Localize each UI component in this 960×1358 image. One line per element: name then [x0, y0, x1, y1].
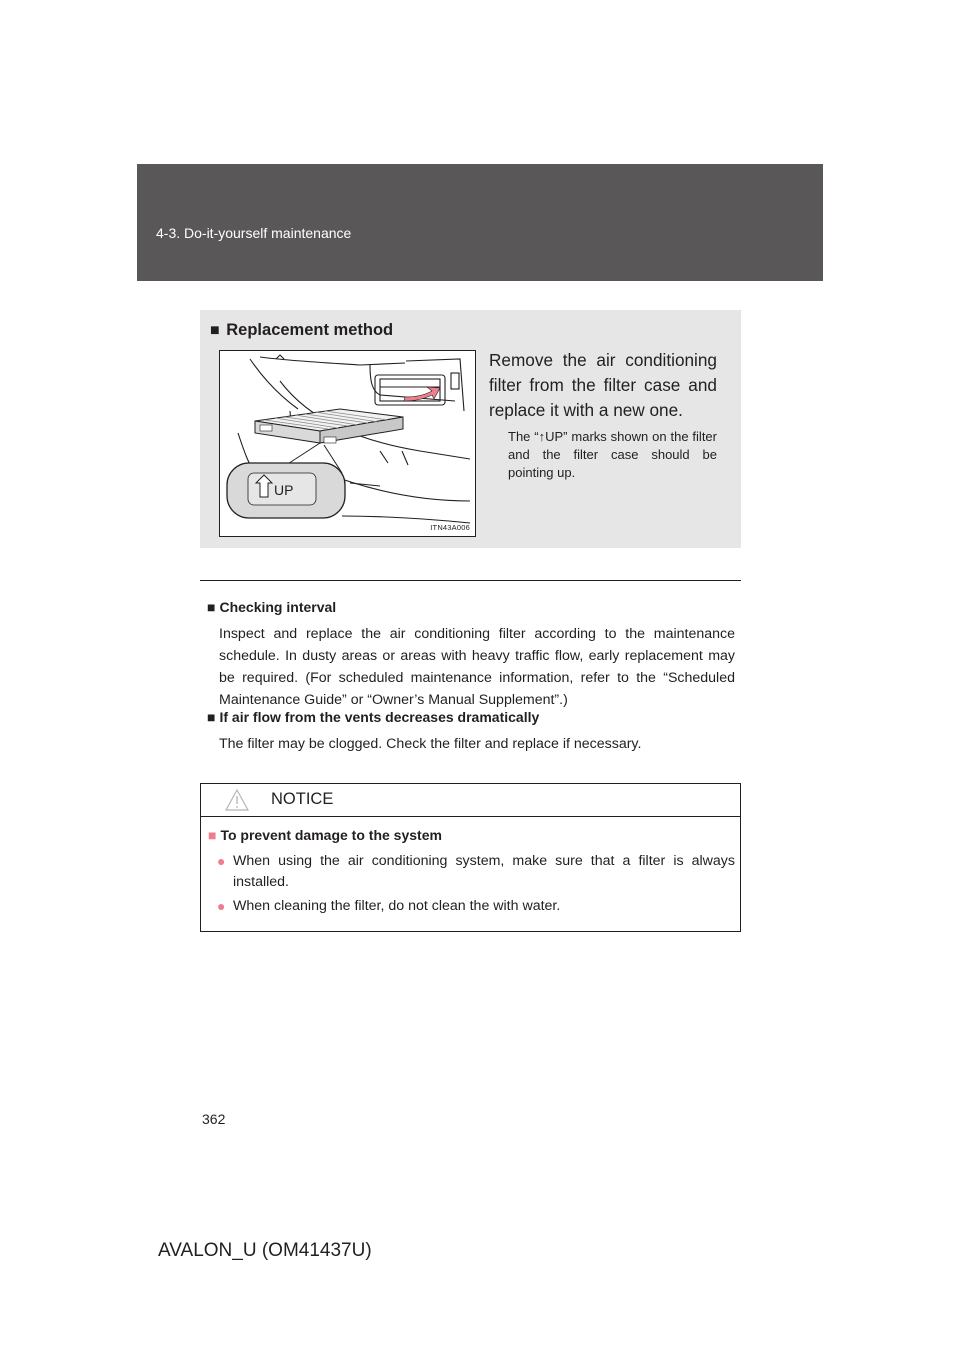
warning-triangle-icon — [224, 788, 250, 812]
filter-case-drawing — [220, 351, 475, 536]
up-mark-label: UP — [274, 482, 294, 498]
circle-bullet-icon: ● — [217, 898, 226, 914]
filter-replacement-illustration — [219, 350, 476, 537]
notice-bullet-text: When using the air conditioning system, make sure that a filter is always installed. — [233, 853, 735, 890]
figure-code: ITN43A006 — [430, 523, 470, 532]
replacement-instruction: Remove the air conditioning filter from the filter case and replace it with a new one. — [489, 350, 717, 420]
circle-bullet-icon: ● — [217, 853, 226, 869]
replacement-heading — [210, 321, 393, 340]
section-header-band — [137, 164, 823, 281]
notice-bullet — [217, 896, 735, 917]
square-bullet-icon: ■ — [208, 827, 217, 843]
square-bullet-icon: ■ — [207, 709, 216, 725]
notice-bullet-text: When cleaning the filter, do not clean the with water. — [233, 898, 561, 914]
checking-interval-heading-text: Checking interval — [219, 599, 337, 615]
air-flow-heading — [207, 709, 539, 725]
document-code: AVALON_U (OM41437U) — [158, 1240, 372, 1261]
notice-box — [200, 783, 741, 932]
notice-title: NOTICE — [271, 790, 334, 808]
up-mark-note: The “↑UP” marks shown on the filter and the filter case should be pointing up. — [508, 429, 717, 480]
notice-bullet — [217, 851, 735, 893]
air-flow-heading-text: If air flow from the vents decreases dramatically — [219, 709, 540, 725]
square-bullet-icon: ■ — [207, 599, 216, 615]
checking-interval-heading — [207, 599, 336, 615]
replacement-method-box — [200, 310, 741, 548]
notice-heading — [208, 827, 442, 843]
replacement-heading-text: Replacement method — [226, 321, 394, 339]
air-flow-body: The filter may be clogged. Check the filter and replace if necessary. — [219, 736, 642, 752]
notice-title-row — [201, 784, 740, 817]
page-number: 362 — [202, 1111, 226, 1127]
section-divider — [200, 580, 741, 581]
section-title: 4-3. Do-it-yourself maintenance — [156, 225, 352, 241]
notice-heading-text: To prevent damage to the system — [220, 827, 442, 843]
checking-interval-body: Inspect and replace the air conditioning filter according to the maintenance schedule. In dusty areas or areas with heavy traffic flow, early replacement may be required. (For scheduled maintenance information, refer to the “Scheduled Maintenance Guide” or “Owner’s Manual Supplement”.) — [219, 626, 735, 708]
square-bullet-icon: ■ — [210, 322, 220, 339]
